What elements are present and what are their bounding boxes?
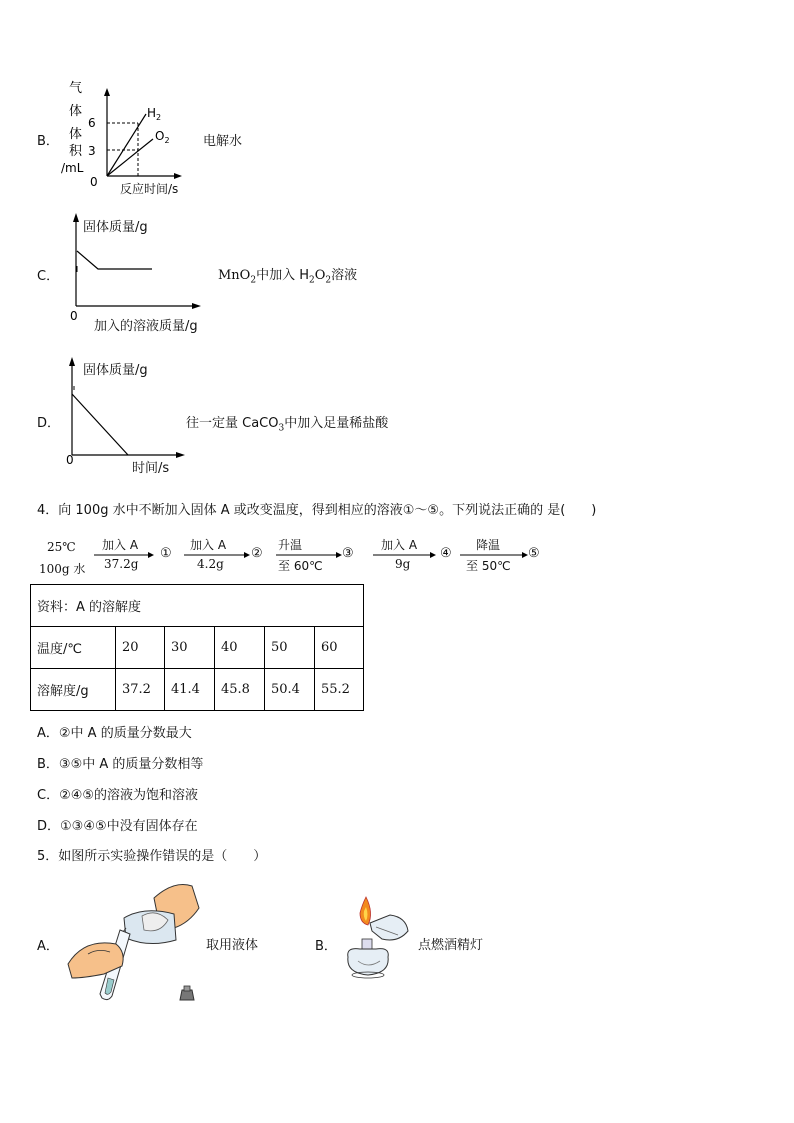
table-cell: 37.2 [116,669,165,711]
option-b-caption: 电解水 [203,134,243,149]
step3-above: 升温 [278,538,303,552]
q4-stem: 4．向 100g 水中不断加入固体 A 或改变温度，得到相应的溶液①～⑤。下列说法正确的 是( ) [37,503,597,518]
mass-line [72,394,128,455]
y-label-char: 体 [69,127,83,142]
q4-option-d: D．①③④⑤中没有固体存在 [37,819,198,834]
y-axis-arrow [73,213,79,222]
step2-below: 4.2g [197,557,224,571]
table-cell: 50.4 [265,669,315,711]
q5-option-b-caption: 点燃酒精灯 [418,938,484,953]
pour-liquid-illustration [64,878,214,1008]
table-cell: 55.2 [315,669,364,711]
step4-below: 9g [395,557,411,571]
step4-above: 加入 A [381,538,418,552]
option-c-xlabel: 加入的溶液质量/g [94,319,198,334]
temp-label: 温度/℃ [31,627,116,669]
option-b-xlabel: 反应时间/s [120,182,179,196]
step2-above: 加入 A [190,538,227,552]
q4-option-c: C．②④⑤的溶液为饱和溶液 [37,788,199,803]
q4-option-a: A．②中 A 的质量分数最大 [37,726,192,741]
option-d-xlabel: 时间/s [132,461,170,476]
option-d-caption: 往一定量 CaCO$_3$中加入足量稀盐酸 [186,416,389,434]
table-cell: 30 [165,627,215,669]
step5-below: 至 50℃ [466,559,511,573]
y-label-char: 气 [69,81,83,96]
tick-6: 6 [88,116,96,130]
table-row [31,669,364,711]
y-label-char: 积 [69,144,83,159]
result-3: ③ [342,546,354,561]
zero-label: 0 [66,453,74,467]
q5-stem: 5．如图所示实验操作错误的是（ ） [37,849,267,864]
result-2: ② [251,546,263,561]
y-label-char: 体 [69,104,83,119]
option-d-letter: D． [37,416,61,431]
alcohol-lamp-illustration [336,895,421,985]
table-cell: 60 [315,627,364,669]
x-axis-arrow [174,173,182,179]
result-4: ④ [440,546,452,561]
mass-curve [77,251,152,269]
o2-line [107,139,153,176]
table-cell: 40 [215,627,265,669]
table-cell: 41.4 [165,669,215,711]
tick-3: 3 [88,144,96,158]
step1-below: 37.2g [104,557,139,571]
option-d-ylabel: 固体质量/g [83,363,148,378]
x-axis-arrow [176,452,185,458]
option-c-ylabel: 固体质量/g [83,220,148,235]
electrolysis-graph [60,80,200,195]
o2-label: $O_2$ [155,129,170,145]
result-1: ① [160,546,172,561]
option-b-letter: B． [37,134,59,149]
option-c-letter: C． [37,269,60,284]
table-cell: 50 [265,627,315,669]
sol-label: 溶解度/g [31,669,116,711]
q5-option-b-letter: B． [315,939,337,954]
flow-start-temp: 25℃ [47,540,76,554]
step1-above: 加入 A [102,538,139,552]
step5-above: 降温 [476,538,501,552]
tick-0: 0 [90,175,98,189]
q4-option-b: B．③⑤中 A 的质量分数相等 [37,757,204,772]
zero-label: 0 [70,309,78,323]
x-axis-arrow [192,303,201,309]
table-title-row [31,585,364,627]
flow-start-water: 100g 水 [39,562,86,576]
q5-option-a-letter: A． [37,939,59,954]
h2-label: $H_2$ [147,106,162,122]
table-cell: 20 [116,627,165,669]
table-title: 资料：A 的溶解度 [31,585,364,627]
option-c-caption: MnO$_2$中加入 $H_2O_2$溶液 [218,268,358,286]
table-row [31,627,364,669]
step3-below: 至 60℃ [278,559,323,573]
table-cell: 45.8 [215,669,265,711]
q5-option-a-caption: 取用液体 [206,938,259,953]
y-unit: /mL [61,161,84,175]
y-axis-arrow [69,357,75,366]
result-5: ⑤ [528,546,540,561]
solubility-table [30,584,364,711]
y-axis-arrow [104,88,110,96]
